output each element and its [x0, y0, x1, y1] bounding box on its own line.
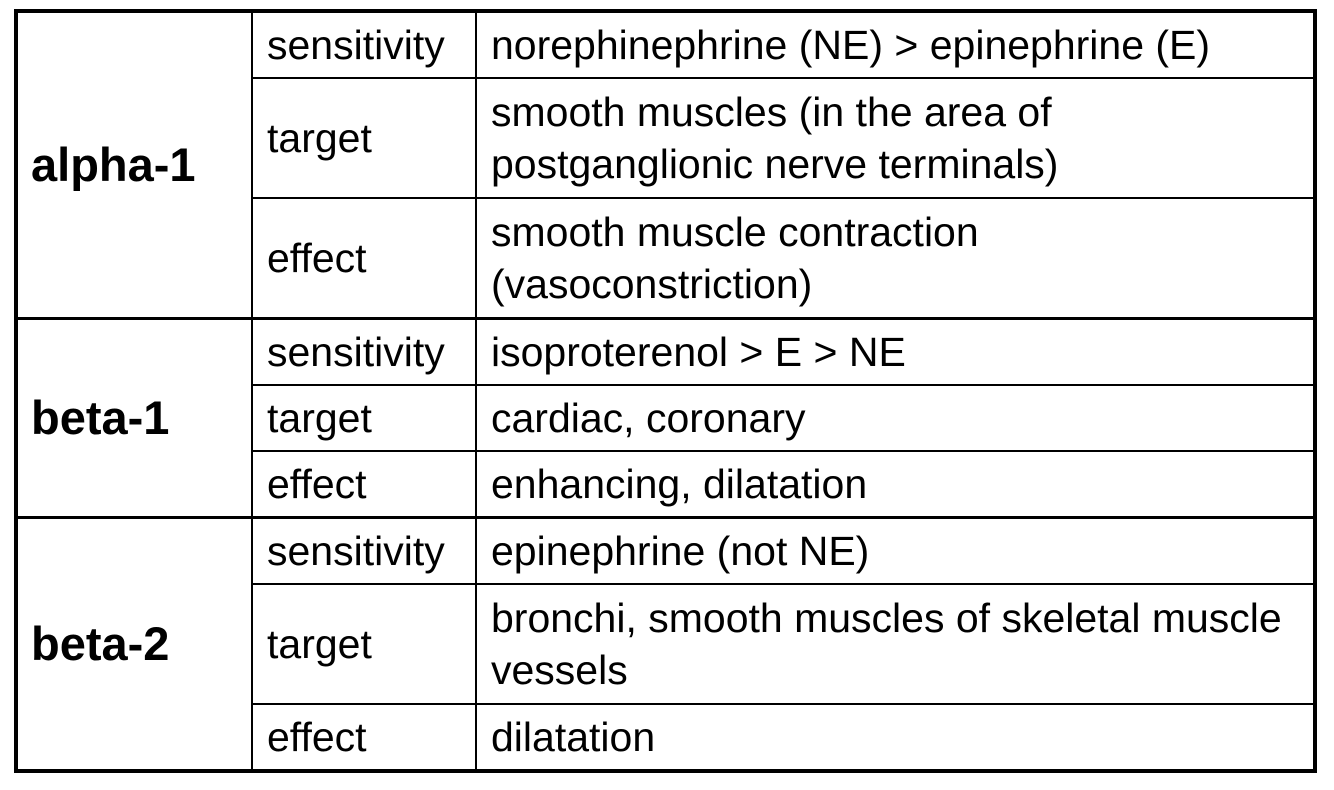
property-label: effect — [252, 451, 476, 518]
property-value: isoproterenol > E > NE — [476, 319, 1315, 386]
property-value: enhancing, dilatation — [476, 451, 1315, 518]
property-value: bronchi, smooth muscles of skeletal muscle vessels — [476, 584, 1315, 704]
table-row — [16, 11, 1315, 78]
receptor-name-beta-1: beta-1 — [16, 319, 252, 518]
property-label: target — [252, 584, 476, 704]
property-value: epinephrine (not NE) — [476, 518, 1315, 585]
property-label: effect — [252, 198, 476, 319]
property-label: sensitivity — [252, 518, 476, 585]
receptor-name-beta-2: beta-2 — [16, 518, 252, 772]
property-value: smooth muscles (in the area of postganglionic nerve terminals) — [476, 78, 1315, 198]
property-label: target — [252, 385, 476, 451]
property-label: sensitivity — [252, 319, 476, 386]
property-value: smooth muscle contraction (vasoconstriction) — [476, 198, 1315, 319]
table-row — [16, 518, 1315, 585]
table-row — [16, 319, 1315, 386]
property-value: norephinephrine (NE) > epinephrine (E) — [476, 11, 1315, 78]
adrenergic-receptor-table — [14, 9, 1317, 773]
property-value: cardiac, coronary — [476, 385, 1315, 451]
property-label: target — [252, 78, 476, 198]
receptor-name-alpha-1: alpha-1 — [16, 11, 252, 319]
property-value: dilatation — [476, 704, 1315, 771]
property-label: sensitivity — [252, 11, 476, 78]
property-label: effect — [252, 704, 476, 771]
